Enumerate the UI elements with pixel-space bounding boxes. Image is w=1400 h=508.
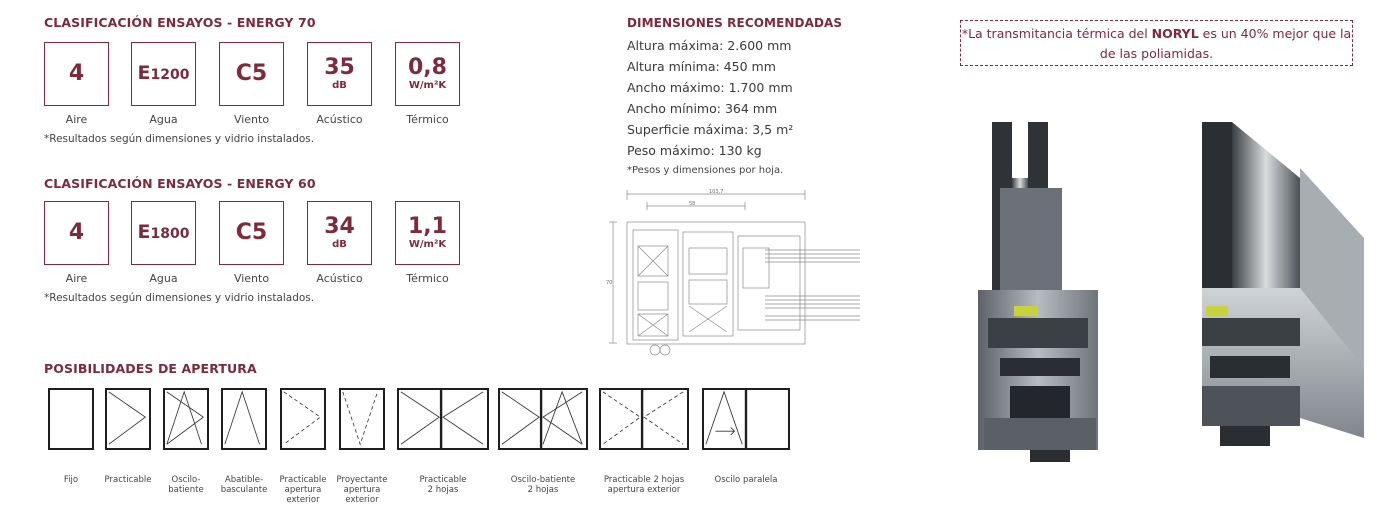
opening-casement-icon <box>105 388 151 450</box>
energy70-water-value: E1200 <box>137 62 190 84</box>
profile-cutaway-images <box>970 118 1370 463</box>
dimension-line: Altura máxima: 2.600 mm <box>627 38 792 53</box>
energy70-thermal-box <box>395 42 460 106</box>
opening-label: Proyectante apertura exterior <box>336 475 388 505</box>
dimension-line: Ancho máximo: 1.700 mm <box>627 80 793 95</box>
energy60-thermal-value: 1,1 <box>408 214 447 239</box>
energy60-wind-value: C5 <box>235 220 268 245</box>
profile-cutaway-perspective <box>1202 122 1364 446</box>
dimension-line: Ancho mínimo: 364 mm <box>627 101 778 116</box>
drawing-label: 58 <box>689 201 696 207</box>
dimensions-title: DIMENSIONES RECOMENDADAS <box>627 16 843 30</box>
opening-label: Practicable <box>104 475 152 485</box>
energy70-water-label: Agua <box>149 113 178 126</box>
energy60-wind-label: Viento <box>233 272 270 285</box>
opening-fixed-icon <box>48 388 94 450</box>
energy70-acoustic-value: 35 <box>324 55 355 80</box>
opening-label: Practicable 2 hojas <box>419 475 467 495</box>
drawing-label: 103,7 <box>709 189 724 195</box>
energy60-air-label: Aire <box>65 272 88 285</box>
energy70-air-value: 4 <box>68 61 85 86</box>
opening-label: Oscilo paralela <box>714 475 778 485</box>
energy60-air-box <box>44 201 109 265</box>
dimension-line: Superficie máxima: 3,5 m² <box>627 122 794 137</box>
energy70-acoustic-unit: dB <box>332 80 347 91</box>
energy70-acoustic-box <box>307 42 372 106</box>
opening-label: Oscilo- batiente <box>168 475 204 495</box>
energy60-thermal-label: Térmico <box>406 272 449 285</box>
opening-outward-casement-icon <box>280 388 326 450</box>
energy70-water-box <box>131 42 196 106</box>
dimensions-note: *Pesos y dimensiones por hoja. <box>627 165 784 176</box>
opening-double-outward-icon <box>599 388 689 450</box>
energy60-thermal-box <box>395 201 460 265</box>
profile-cutaway-front <box>978 122 1098 462</box>
drawing-label: 70 <box>606 280 613 286</box>
opening-label: Oscilo-batiente 2 hojas <box>510 475 576 495</box>
opening-tilt-turn-icon <box>163 388 209 450</box>
dimension-line: Peso máximo: 130 kg <box>627 143 762 158</box>
energy70-air-label: Aire <box>65 113 88 126</box>
energy60-water-box <box>131 201 196 265</box>
energy60-wind-box <box>219 201 284 265</box>
apertura-title: POSIBILIDADES DE APERTURA <box>44 361 257 376</box>
energy60-acoustic-unit: dB <box>332 239 347 250</box>
dimension-line: Altura mínima: 450 mm <box>627 59 776 74</box>
noryl-note: *La transmitancia térmica del NORYL es un 40% mejor que la de las poliamidas. <box>960 20 1353 66</box>
energy60-water-label: Agua <box>149 272 178 285</box>
energy70-note: *Resultados según dimensiones y vidrio instalados. <box>44 133 315 145</box>
opening-awning-icon <box>339 388 385 450</box>
energy60-water-value: E1800 <box>137 221 190 243</box>
opening-label: Fijo <box>63 475 79 485</box>
energy60-air-value: 4 <box>68 220 85 245</box>
energy70-title: CLASIFICACIÓN ENSAYOS - ENERGY 70 <box>44 15 316 30</box>
energy70-thermal-value: 0,8 <box>408 55 447 80</box>
energy60-acoustic-box <box>307 201 372 265</box>
profile-section-drawing <box>605 188 865 358</box>
energy60-thermal-unit: W/m²K <box>408 239 447 250</box>
energy70-acoustic-label: Acústico <box>316 113 363 126</box>
energy60-title: CLASIFICACIÓN ENSAYOS - ENERGY 60 <box>44 176 316 191</box>
energy70-thermal-unit: W/m²K <box>408 80 447 91</box>
energy70-wind-box <box>219 42 284 106</box>
energy60-acoustic-value: 34 <box>324 214 355 239</box>
energy70-air-box <box>44 42 109 106</box>
energy60-acoustic-label: Acústico <box>316 272 363 285</box>
opening-hopper-icon <box>221 388 267 450</box>
opening-parallel-tilt-slide-icon <box>702 388 790 450</box>
energy70-thermal-label: Térmico <box>406 113 449 126</box>
opening-label: Practicable apertura exterior <box>279 475 327 505</box>
opening-double-casement-icon <box>397 388 489 450</box>
opening-label: Abatible- basculante <box>220 475 268 495</box>
opening-label: Practicable 2 hojas apertura exterior <box>603 475 685 495</box>
energy70-wind-value: C5 <box>235 61 268 86</box>
energy60-note: *Resultados según dimensiones y vidrio instalados. <box>44 292 315 304</box>
opening-double-tilt-turn-icon <box>498 388 588 450</box>
energy70-wind-label: Viento <box>233 113 270 126</box>
